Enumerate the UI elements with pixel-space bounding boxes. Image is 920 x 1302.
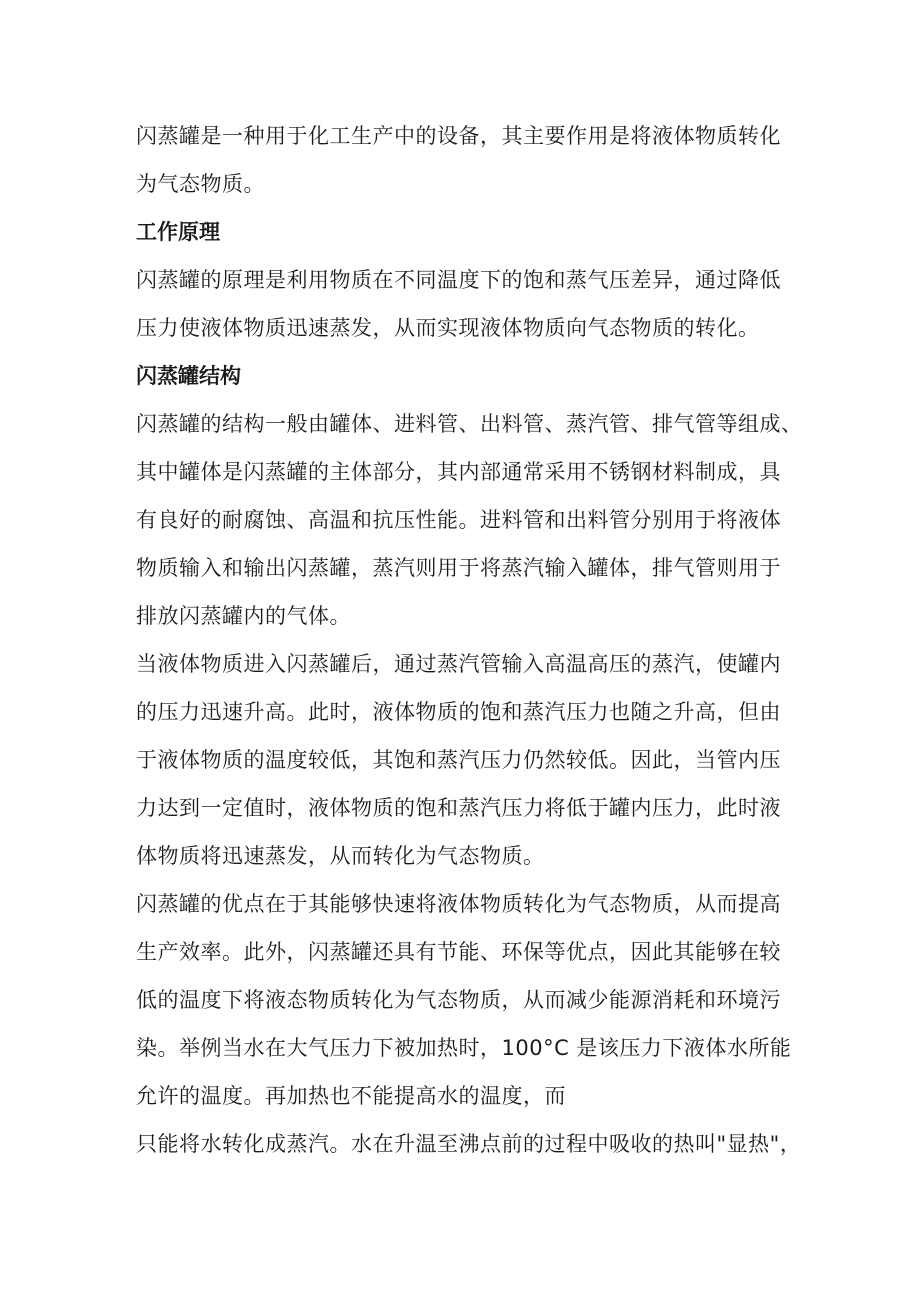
paragraph-line: 闪蒸罐是一种用于化工生产中的设备，其主要作用是将液体物质转化 xyxy=(136,124,781,148)
paragraph-line: 染。举例当水在大气压力下被加热时，100°C 是该压力下液体水所能 xyxy=(136,1036,792,1060)
document-body xyxy=(136,112,808,1168)
paragraph-line: 低的温度下将液态物质转化为气态物质，从而减少能源消耗和环境污 xyxy=(136,988,781,1012)
paragraph-line: 力达到一定值时，液体物质的饱和蒸汽压力将低于罐内压力，此时液 xyxy=(136,796,781,820)
section-heading-working-principle: 工作原理 xyxy=(136,220,220,244)
paragraph-line: 闪蒸罐的结构一般由罐体、进料管、出料管、蒸汽管、排气管等组成、 xyxy=(136,412,803,436)
paragraph-line: 其中罐体是闪蒸罐的主体部分，其内部通常采用不锈钢材料制成，具 xyxy=(136,460,781,484)
paragraph-line: 生产效率。此外，闪蒸罐还具有节能、环保等优点，因此其能够在较 xyxy=(136,940,781,964)
section-heading-structure: 闪蒸罐结构 xyxy=(136,364,241,388)
paragraph-line: 为气态物质。 xyxy=(136,172,265,196)
paragraph-line: 有良好的耐腐蚀、高温和抗压性能。进料管和出料管分别用于将液体 xyxy=(136,508,781,532)
paragraph-line: 的压力迅速升高。此时，液体物质的饱和蒸汽压力也随之升高，但由 xyxy=(136,700,781,724)
paragraph-line: 体物质将迅速蒸发，从而转化为气态物质。 xyxy=(136,844,545,868)
paragraph-line: 压力使液体物质迅速蒸发，从而实现液体物质向气态物质的转化。 xyxy=(136,316,760,340)
paragraph-line: 闪蒸罐的原理是利用物质在不同温度下的饱和蒸气压差异，通过降低 xyxy=(136,268,781,292)
paragraph-line: 当液体物质进入闪蒸罐后，通过蒸汽管输入高温高压的蒸汽，使罐内 xyxy=(136,652,781,676)
paragraph-line: 允许的温度。再加热也不能提高水的温度，而 xyxy=(136,1084,566,1108)
paragraph-line: 物质输入和输出闪蒸罐，蒸汽则用于将蒸汽输入罐体，排气管则用于 xyxy=(136,556,781,580)
paragraph-line: 于液体物质的温度较低，其饱和蒸汽压力仍然较低。因此，当管内压 xyxy=(136,748,781,772)
paragraph-line: 只能将水转化成蒸汽。水在升温至沸点前的过程中吸收的热叫"显热"， xyxy=(136,1132,802,1156)
paragraph-line: 闪蒸罐的优点在于其能够快速将液体物质转化为气态物质，从而提高 xyxy=(136,892,781,916)
paragraph-line: 排放闪蒸罐内的气体。 xyxy=(136,604,351,628)
